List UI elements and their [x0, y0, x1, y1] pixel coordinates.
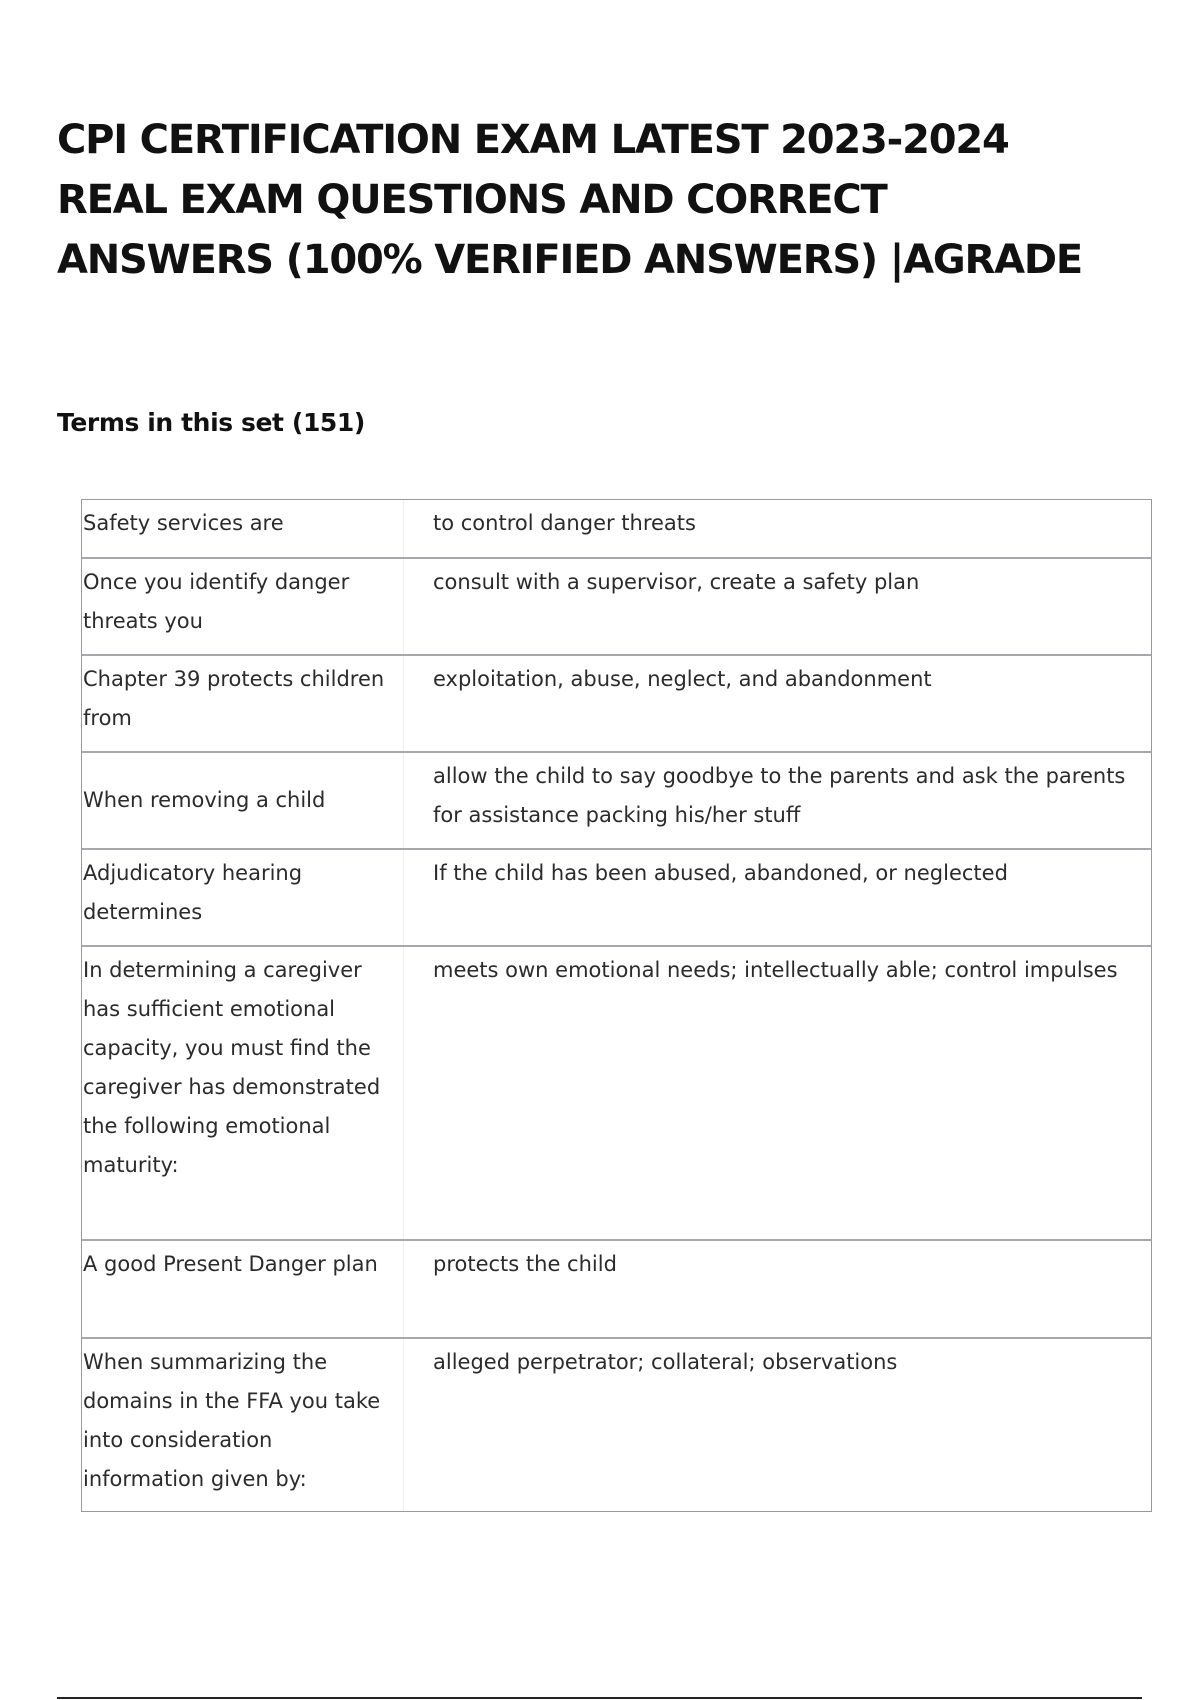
term-row: [82, 1339, 1151, 1511]
term-row: [82, 850, 1151, 947]
term-cell: A good Present Danger plan: [82, 1241, 404, 1337]
page-bottom-rule: [57, 1697, 1142, 1699]
term-cell: Adjudicatory hearing determines: [82, 850, 404, 945]
title-line: REAL EXAM QUESTIONS AND CORRECT: [57, 177, 887, 223]
term-row: [82, 947, 1151, 1241]
term-row: [82, 656, 1151, 753]
definition-cell: If the child has been abused, abandoned, or neglected: [433, 861, 1008, 885]
term-row: [82, 1241, 1151, 1339]
term-cell: Safety services are: [82, 500, 404, 557]
definition-cell: meets own emotional needs; intellectually able; control impulses: [433, 958, 1118, 982]
term-cell: Once you identify danger threats you: [82, 559, 404, 654]
term-cell: When summarizing the domains in the FFA you take into consideration information given by:: [82, 1339, 404, 1511]
term-cell: In determining a caregiver has sufficient emotional capacity, you must find the caregiver has demonstrated the following emotional maturity:: [82, 947, 404, 1239]
definition-cell: consult with a supervisor, create a safety plan: [433, 570, 920, 594]
document-title: [57, 110, 1167, 290]
term-cell: Chapter 39 protects children from: [82, 656, 404, 751]
title-line: CPI CERTIFICATION EXAM LATEST 2023-2024: [57, 117, 1009, 163]
terms-count-heading: Terms in this set (151): [57, 408, 365, 437]
term-cell: When removing a child: [82, 753, 404, 848]
title-line: ANSWERS (100% VERIFIED ANSWERS) |AGRADE: [57, 237, 1083, 283]
terms-table: [81, 499, 1152, 1512]
definition-cell: exploitation, abuse, neglect, and abandonment: [433, 667, 932, 691]
term-row: [82, 753, 1151, 850]
definition-cell: protects the child: [433, 1252, 617, 1276]
definition-cell: allow the child to say goodbye to the parents and ask the parents for assistance packing his/her stuff: [433, 764, 1126, 827]
definition-cell: alleged perpetrator; collateral; observations: [433, 1350, 898, 1374]
definition-cell: to control danger threats: [433, 511, 696, 535]
term-row: [82, 559, 1151, 656]
term-row: [82, 500, 1151, 559]
